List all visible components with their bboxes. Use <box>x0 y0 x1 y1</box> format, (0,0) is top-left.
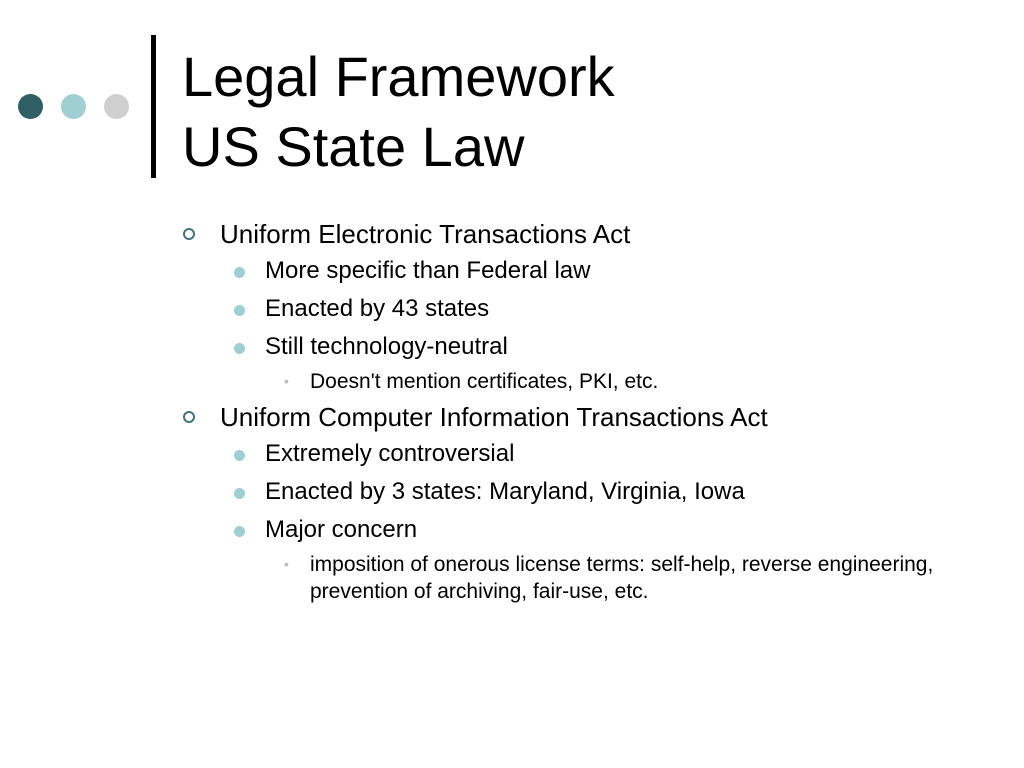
bullet-text: Extremely controversial <box>265 440 515 467</box>
bullet-level2 <box>180 435 970 473</box>
small-dot-bullet-icon: • <box>284 373 289 389</box>
filled-circle-bullet-icon <box>234 488 245 499</box>
decorative-dot-teal <box>61 94 86 119</box>
bullet-level3 <box>180 366 970 399</box>
filled-circle-bullet-icon <box>234 450 245 461</box>
bullet-text: Doesn't mention certificates, PKI, etc. <box>310 370 659 393</box>
bullet-text: More specific than Federal law <box>265 257 591 284</box>
bullet-level2 <box>180 473 970 511</box>
bullet-text: Enacted by 43 states <box>265 295 490 322</box>
slide-title-line-1: Legal Framework <box>182 45 615 108</box>
small-dot-bullet-icon: • <box>284 556 289 572</box>
bullet-level1 <box>180 399 970 435</box>
bullet-text: Uniform Electronic Transactions Act <box>220 219 631 249</box>
bullet-level2 <box>180 290 970 328</box>
bullet-level3 <box>180 549 970 609</box>
bullet-text: imposition of onerous license terms: self-help, reverse engineering, prevention of archiving, fair-use, etc. <box>310 553 934 603</box>
filled-circle-bullet-icon <box>234 267 245 278</box>
filled-circle-bullet-icon <box>234 343 245 354</box>
title-divider-bar <box>151 35 156 178</box>
bullet-level1 <box>180 216 970 252</box>
hollow-circle-bullet-icon <box>183 228 195 240</box>
bullet-text: Major concern <box>265 516 418 543</box>
hollow-circle-bullet-icon <box>183 411 195 423</box>
bullet-level2 <box>180 511 970 549</box>
decorative-dot-gray <box>104 94 129 119</box>
bullet-text: Still technology-neutral <box>265 333 508 360</box>
filled-circle-bullet-icon <box>234 305 245 316</box>
slide-title-line-2: US State Law <box>182 115 525 178</box>
bullet-text: Enacted by 3 states: Maryland, Virginia, Iowa <box>265 478 745 505</box>
bullet-level2 <box>180 328 970 366</box>
slide-title <box>182 42 615 182</box>
decorative-dot-dark <box>18 94 43 119</box>
bullet-text: Uniform Computer Information Transactions Act <box>220 402 768 432</box>
bullet-level2 <box>180 252 970 290</box>
slide-body <box>180 216 970 609</box>
filled-circle-bullet-icon <box>234 526 245 537</box>
